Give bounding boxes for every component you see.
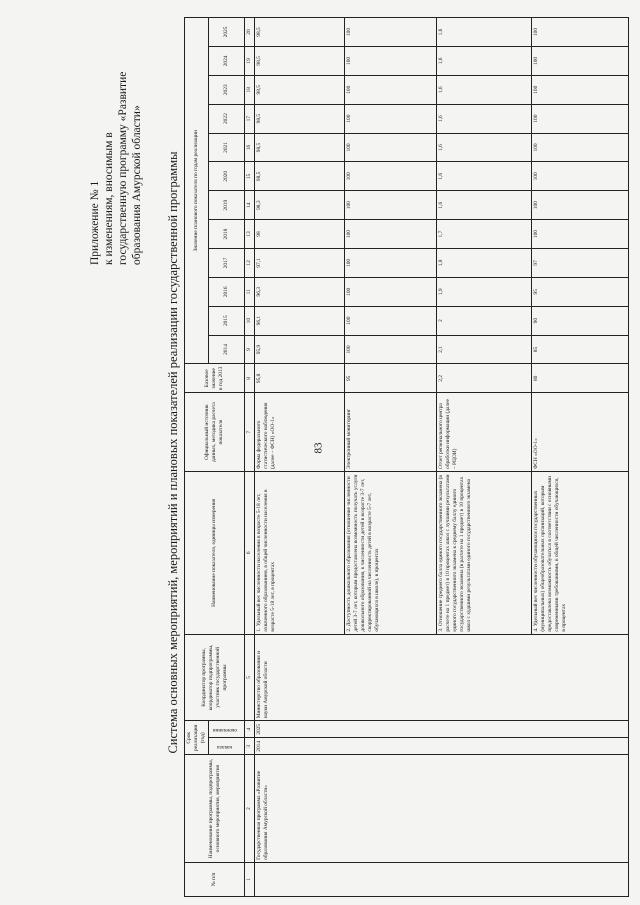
indicator-name: 1. Удельный вес численности населения в возрасте 5-18 лет, охваченного образованием, в общей численности населения в возрасте 5-18 лет, в процентах xyxy=(255,471,345,634)
value-cell: 100 xyxy=(344,306,436,335)
value-cell: 1,6 xyxy=(436,133,531,162)
header-planned: Значение планового показателя по годам реализации xyxy=(185,18,209,364)
header-indicator: Наименование показателя, единицы измерения xyxy=(185,471,245,634)
indicator-name: 4. Удельный вес численности обучающихся государственных (муниципальных) общеобразовательных организаций, которым предоставлена возможность обучаться в соответствии с основными современными требованиями, в общей численности обучающихся, в процентах xyxy=(531,471,628,634)
header-base: Базовое значение в год 2013 xyxy=(185,364,245,393)
value-cell: 2 xyxy=(436,306,531,335)
colnum: 19 xyxy=(245,46,255,75)
colnum: 12 xyxy=(245,248,255,277)
value-cell: 100 xyxy=(531,18,628,47)
value-cell: 100 xyxy=(344,18,436,47)
header-year: 2024 xyxy=(209,46,245,75)
appendix-line-2: к изменениям, вносимым в xyxy=(103,132,115,265)
value-cell: 1,6 xyxy=(436,46,531,75)
indicator-base: 95 xyxy=(344,364,436,393)
header-coordinator: Координатор программы, координатор подпрограммы, участник государственной программы xyxy=(185,634,245,721)
header-year: 2023 xyxy=(209,75,245,104)
value-cell: 96,3 xyxy=(255,277,345,306)
indicator-source: Отчет регионального центра обработки информации (далее – РЦОИ) xyxy=(436,393,531,472)
program-coordinator: Министерство образования и науки Амурской области xyxy=(255,634,629,721)
value-cell: 100 xyxy=(531,133,628,162)
colnum: 7 xyxy=(245,393,255,472)
value-cell: 1,6 xyxy=(436,18,531,47)
header-name: Наименование программы, подпрограммы, основного мероприятия, мероприятия xyxy=(185,755,245,863)
appendix-line-4: образования Амурской области» xyxy=(131,105,143,265)
colnum: 4 xyxy=(245,721,255,738)
colnum: 2 xyxy=(245,755,255,863)
header-year: 2017 xyxy=(209,248,245,277)
value-cell: 98,5 xyxy=(255,133,345,162)
value-cell: 96,1 xyxy=(255,306,345,335)
value-cell: 100 xyxy=(344,46,436,75)
header-year: 2025 xyxy=(209,18,245,47)
indicator-name: 2. Доступность дошкольного образования (отношение численности детей 3-7 лет, которым предоставлена возможность получать услуги дошкольного образования, к численности детей в возрасте 3-7 лет, скорректированной на численность детей в возрасте 5-7 лет, обучающихся в школе), в процентах xyxy=(344,471,436,634)
colnum: 17 xyxy=(245,104,255,133)
indicator-source: ФСН «ОО-1» xyxy=(531,393,628,472)
value-cell: 98,5 xyxy=(255,18,345,47)
indicator-source: Электронный мониторинг xyxy=(344,393,436,472)
appendix-line-3: государственную программу «Развитие xyxy=(117,71,129,265)
value-cell: 100 xyxy=(344,133,436,162)
header-year: 2018 xyxy=(209,220,245,249)
header-year: 2019 xyxy=(209,191,245,220)
header-year: 2015 xyxy=(209,306,245,335)
value-cell: 1,6 xyxy=(436,104,531,133)
header-year: 2016 xyxy=(209,277,245,306)
value-cell: 100 xyxy=(531,104,628,133)
column-number-row xyxy=(245,18,255,897)
header-year: 2022 xyxy=(209,104,245,133)
value-cell: 90 xyxy=(531,306,628,335)
colnum: 18 xyxy=(245,75,255,104)
value-cell: 98,5 xyxy=(255,46,345,75)
value-cell: 1,6 xyxy=(436,75,531,104)
value-cell: 100 xyxy=(344,162,436,191)
value-cell: 100 xyxy=(531,162,628,191)
value-cell: 98,5 xyxy=(255,104,345,133)
value-cell: 85 xyxy=(531,335,628,364)
value-cell: 98 xyxy=(255,220,345,249)
header-year: 2020 xyxy=(209,162,245,191)
colnum: 15 xyxy=(245,162,255,191)
indicator-source: Форма федерального статистического наблюдения (далее – ФСН) «ОО-1» xyxy=(255,393,345,472)
colnum: 9 xyxy=(245,335,255,364)
document-heading: Система основных мероприятий, мероприятий и плановых показателей реализации государственной программы xyxy=(166,151,180,754)
colnum: 10 xyxy=(245,306,255,335)
value-cell: 95,9 xyxy=(255,335,345,364)
value-cell: 97 xyxy=(531,248,628,277)
header-end: окончания xyxy=(209,721,245,738)
program-start: 2014 xyxy=(255,738,629,755)
page-number: 83 xyxy=(312,442,325,454)
program-end: 2025 xyxy=(255,721,629,738)
value-cell: 98,5 xyxy=(255,75,345,104)
colnum: 5 xyxy=(245,634,255,721)
header-start: начала xyxy=(209,738,245,755)
value-cell: 2,1 xyxy=(436,335,531,364)
value-cell: 1,8 xyxy=(436,248,531,277)
colnum: 20 xyxy=(245,18,255,47)
value-cell: 98,5 xyxy=(255,162,345,191)
value-cell: 100 xyxy=(531,191,628,220)
indicator-base: 80 xyxy=(531,364,628,393)
indicators-table xyxy=(184,17,629,897)
value-cell: 100 xyxy=(344,248,436,277)
colnum: 1 xyxy=(245,862,255,896)
appendix-caption xyxy=(88,25,144,265)
value-cell: 100 xyxy=(344,335,436,364)
value-cell: 100 xyxy=(344,191,436,220)
header-term: Срок реализации (год) xyxy=(185,721,209,755)
value-cell: 100 xyxy=(531,75,628,104)
colnum: 6 xyxy=(245,471,255,634)
value-cell: 100 xyxy=(531,46,628,75)
value-cell: 1,7 xyxy=(436,220,531,249)
value-cell: 100 xyxy=(531,220,628,249)
indicator-base: 95,8 xyxy=(255,364,345,393)
program-num-cell xyxy=(255,862,629,896)
indicator-name: 3. Отношение среднего балла единого государственного экзамена (в расчете на 1 предмет) в 10 процентах школ с лучшими результатами единого государственного экзамена к среднему баллу единого государственного экзамена (в расчете на 1 предмет) в 10 процентах школ с худшими результатами единого государственного экзамена xyxy=(436,471,531,634)
value-cell: 100 xyxy=(344,75,436,104)
value-cell: 97,1 xyxy=(255,248,345,277)
colnum: 3 xyxy=(245,738,255,755)
appendix-line-1: Приложение № 1 xyxy=(89,180,101,265)
value-cell: 100 xyxy=(344,104,436,133)
table-row xyxy=(255,18,345,897)
colnum: 14 xyxy=(245,191,255,220)
header-year: 2021 xyxy=(209,133,245,162)
colnum: 16 xyxy=(245,133,255,162)
value-cell: 1,6 xyxy=(436,162,531,191)
colnum: 11 xyxy=(245,277,255,306)
colnum: 8 xyxy=(245,364,255,393)
header-year: 2014 xyxy=(209,335,245,364)
value-cell: 1,6 xyxy=(436,191,531,220)
value-cell: 95 xyxy=(531,277,628,306)
header-num: № п/п xyxy=(185,862,245,896)
header-source: Официальный источник данных, методика расчета показателя xyxy=(185,393,245,472)
indicator-base: 2,2 xyxy=(436,364,531,393)
colnum: 13 xyxy=(245,220,255,249)
value-cell: 1,9 xyxy=(436,277,531,306)
value-cell: 100 xyxy=(344,220,436,249)
program-name: Государственная программа «Развитие образования Амурской области» xyxy=(255,755,629,863)
value-cell: 100 xyxy=(344,277,436,306)
value-cell: 98,3 xyxy=(255,191,345,220)
